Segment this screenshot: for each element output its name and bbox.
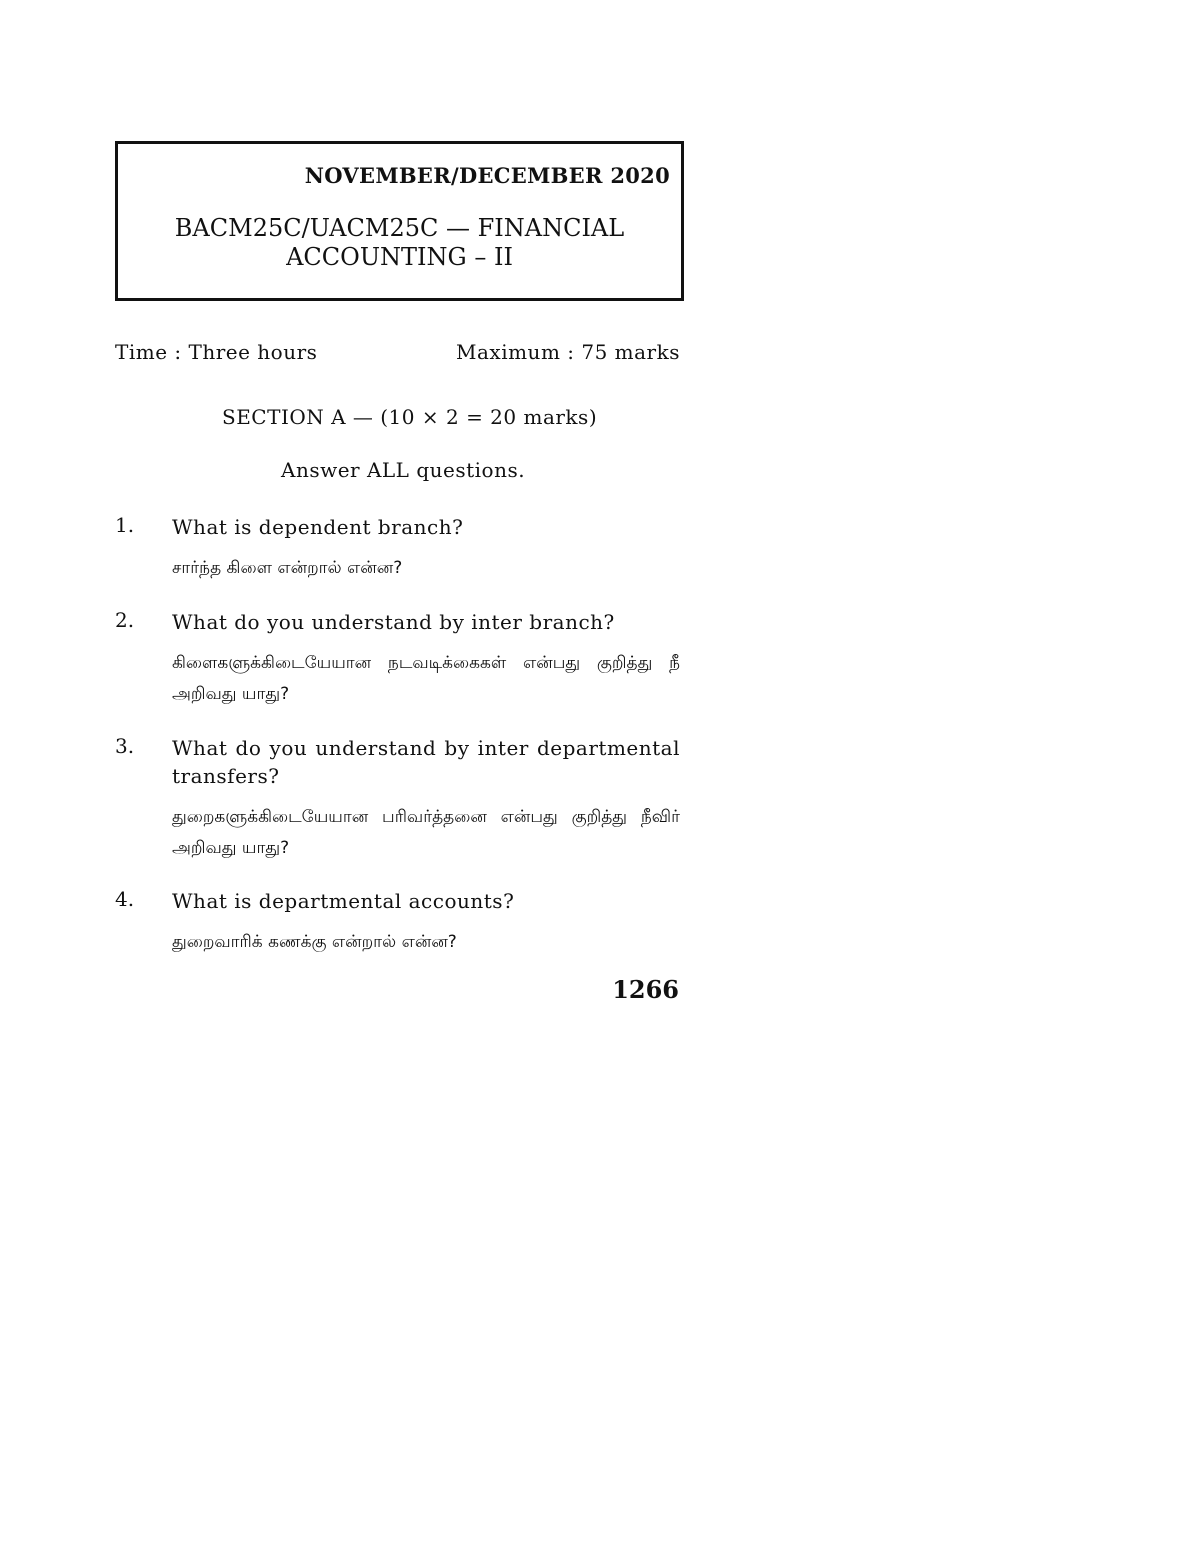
section-instruction: Answer ALL questions. [281,458,526,482]
question-tamil: துறைவாரிக் கணக்கு என்றால் என்ன? [172,932,457,952]
section-heading: SECTION A — (10 × 2 = 20 marks) [222,405,598,429]
maximum-marks: Maximum : 75 marks [456,340,680,364]
exam-header-box [115,141,684,301]
exam-session: NOVEMBER/DECEMBER 2020 [304,163,670,188]
question-3 [115,734,680,864]
page-code: 1266 [612,975,679,1004]
question-english: What do you understand by inter branch? [172,610,615,634]
paper-title [118,214,681,272]
question-english: What do you understand by inter departmental transfers? [172,736,680,788]
question-english: What is departmental accounts? [172,889,515,913]
question-number: 3. [115,734,135,758]
question-tamil: சார்ந்த கிளை என்றால் என்ன? [172,558,403,578]
question-number: 1. [115,513,135,537]
paper-title-line-1: BACM25C/UACM25C — FINANCIAL [174,214,625,242]
question-4 [115,887,680,958]
question-2 [115,608,680,710]
question-number: 4. [115,887,135,911]
question-tamil: கிளைகளுக்கிடையேயான நடவடிக்கைகள் என்பது குறித்து நீ அறிவது யாது? [172,653,680,704]
exam-duration: Time : Three hours [115,340,318,364]
question-number: 2. [115,608,135,632]
paper-title-line-2: ACCOUNTING – II [286,243,513,271]
question-1 [115,513,680,584]
question-tamil: துறைகளுக்கிடையேயான பரிவர்த்தனை என்பது குறித்து நீவிர் அறிவது யாது? [172,807,680,858]
question-english: What is dependent branch? [172,515,464,539]
